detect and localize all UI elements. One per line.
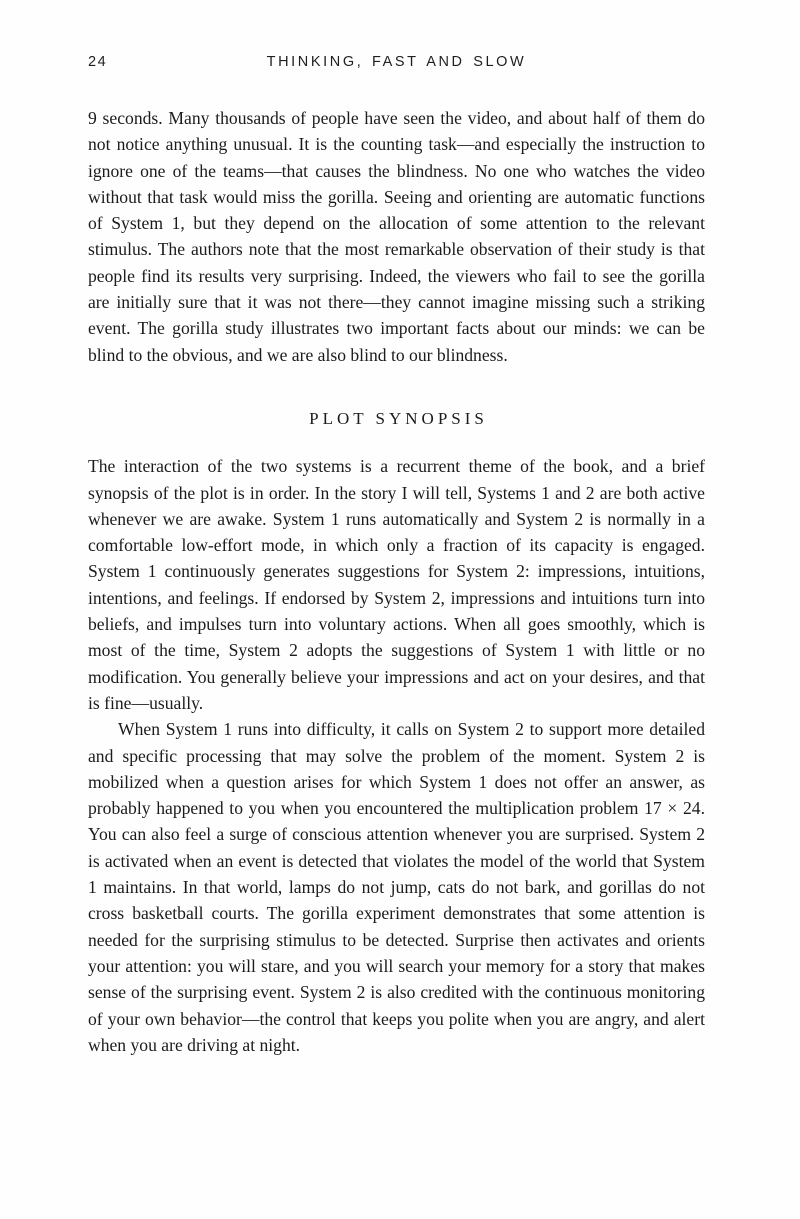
synopsis-paragraph: The interaction of the two systems is a recurrent theme of the book, and a brief synopsis of the plot is in order. In the story I will tell, Systems 1 and 2 are both active whenever we are awake. System 1 runs automatically and System 2 is normally in a comfortable low-effort mode, in which only a fraction of its capacity is engaged. System 1 continuously generates suggestions for System 2: impressions, intuitions, intentions, and feelings. If endorsed by System 2, impressions and intuitions turn into beliefs, and impulses turn into voluntary actions. When all goes smoothly, which is most of the time, System 2 adopts the suggestions of System 1 with little or no modification. You generally believe your impressions and act on your desires, and that is fine—usually. — [88, 456, 705, 713]
difficulty-paragraph: When System 1 runs into difficulty, it calls on System 2 to support more detailed and specific processing that may solve the problem of the moment. System 2 is mobilized when a question arises for which System 1 does not offer an answer, as probably happened to you when you encountered the multiplication problem 17 × 24. You can also feel a surge of conscious attention whenever you are surprised. System 2 is activated when an event is detected that violates the model of the world that System 1 maintains. In that world, lamps do not jump, cats do not bark, and gorillas do not cross basketball courts. The gorilla experiment demonstrates that some attention is needed for the surprising stimulus to be detected. Surprise then activates and orients your attention: you will stare, and you will search your memory for a story that makes sense of the surprising event. System 2 is also credited with the continuous monitoring of your own behavior—the control that keeps you polite when you are angry, and alert when you are driving at night. — [88, 719, 705, 1055]
running-header — [88, 54, 705, 74]
running-head-title: THINKING, FAST AND SLOW — [266, 54, 527, 70]
page-number: 24 — [88, 54, 108, 70]
section-heading: PLOT SYNOPSIS — [309, 408, 488, 428]
page-body — [88, 105, 705, 1058]
opening-paragraph: 9 seconds. Many thousands of people have seen the video, and about half of them do not notice anything unusual. It is the counting task—and especially the instruction to ignore one of the teams—that causes the blindness. No one who watches the video without that task would miss the gorilla. Seeing and orienting are automatic functions of System 1, but they depend on the allocation of some attention to the relevant stimulus. The authors note that the most remarkable observation of their study is that people find its results very surprising. Indeed, the viewers who fail to see the gorilla are initially sure that it was not there—they cannot imagine missing such a striking event. The gorilla study illustrates two important facts about our minds: we can be blind to the obvious, and we are also blind to our blindness. — [88, 108, 705, 365]
